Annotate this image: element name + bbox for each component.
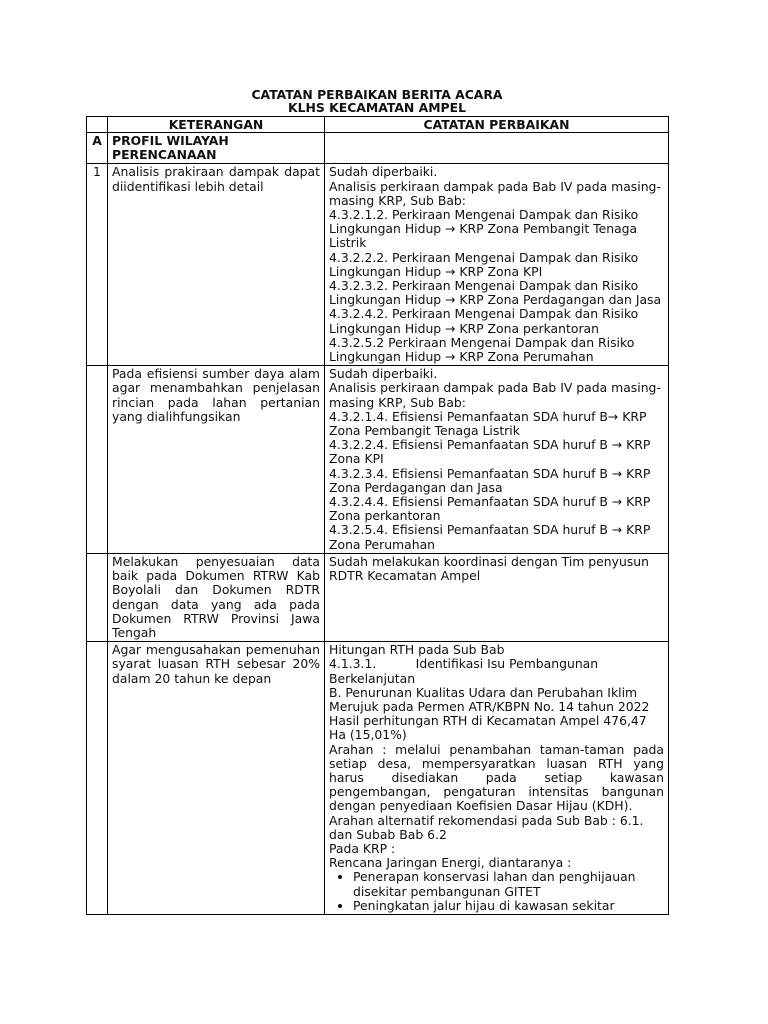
header-catatan: CATATAN PERBAIKAN bbox=[325, 117, 669, 133]
row-keterangan: Agar mengusahakan pemenuhan syarat luasan RTH sebesar 20% dalam 20 tahun ke depan bbox=[108, 642, 325, 915]
table-row bbox=[87, 366, 669, 554]
row-catatan bbox=[325, 366, 669, 554]
catatan-line: Merujuk pada Permen ATR/KBPN No. 14 tahun 2022 bbox=[329, 698, 650, 714]
catatan-arahan: Arahan : melalui penambahan taman-taman pada setiap desa, mempersyaratkan luasan RTH yang harus disediakan pada setiap kawasan pengembangan, pengaturan intensitas bangunan dengan penyediaan Koefisien Dasar Hijau (KDH). bbox=[329, 741, 664, 814]
catatan-line: Analisis perkiraan dampak pada Bab IV pada masing-masing KRP, Sub Bab: bbox=[329, 178, 661, 208]
document-subtitle: KLHS KECAMATAN AMPEL bbox=[288, 100, 466, 115]
catatan-line: 4.3.2.5.2 Perkiraan Mengenai Dampak dan Risiko Lingkungan Hidup → KRP Zona Perumahan bbox=[329, 334, 635, 365]
catatan-line: Rencana Jaringan Energi, diantaranya : bbox=[329, 855, 572, 871]
section-empty-cell bbox=[325, 133, 669, 164]
list-item: • Peningkatan jalur hijau di kawasan sekitar bbox=[353, 899, 664, 913]
table-row bbox=[87, 553, 669, 641]
catatan-line: Sudah diperbaiki. bbox=[329, 366, 438, 382]
catatan-line: 4.3.2.3.2. Perkiraan Mengenai Dampak dan Risiko Lingkungan Hidup → KRP Zona Perdagangan dan Jasa bbox=[329, 278, 662, 308]
row-number: 1 bbox=[87, 164, 108, 366]
document-title: CATATAN PERBAIKAN BERITA ACARA bbox=[251, 87, 503, 102]
catatan-line: 4.3.2.5.4. Efisiensi Pemanfaatan SDA huruf B → KRP Zona Perumahan bbox=[329, 522, 651, 552]
catatan-line: 4.1.3.1. Identifikasi Isu Pembangunan Berkelanjutan bbox=[329, 656, 603, 686]
row-catatan bbox=[325, 164, 669, 366]
catatan-line: Hasil perhitungan RTH di Kecamatan Ampel 476,47 Ha (15,01%) bbox=[329, 713, 647, 743]
table-row bbox=[87, 164, 669, 366]
section-row bbox=[87, 133, 669, 164]
catatan-line: 4.3.2.4.2. Perkiraan Mengenai Dampak dan Risiko Lingkungan Hidup → KRP Zona perkantoran bbox=[329, 306, 639, 336]
catatan-line: 4.3.2.1.2. Perkiraan Mengenai Dampak dan Risiko Lingkungan Hidup → KRP Zona Pembangit Tenaga Listrik bbox=[329, 207, 639, 251]
catatan-line: 4.3.2.2.4. Efisiensi Pemanfaatan SDA huruf B → KRP Zona KPI bbox=[329, 437, 651, 467]
row-keterangan: Analisis prakiraan dampak dapat diidentifikasi lebih detail bbox=[108, 164, 325, 366]
catatan-line: Pada KRP : bbox=[329, 840, 396, 856]
header-number-cell bbox=[87, 117, 108, 133]
row-catatan bbox=[325, 553, 669, 641]
row-catatan bbox=[325, 642, 669, 915]
catatan-line: Sudah melakukan koordinasi dengan Tim penyusun RDTR Kecamatan Ampel bbox=[329, 553, 649, 584]
catatan-line: Analisis perkiraan dampak pada Bab IV pada masing-masing KRP, Sub Bab: bbox=[329, 380, 661, 410]
row-number bbox=[87, 642, 108, 915]
row-keterangan: Melakukan penyesuaian data baik pada Dokumen RTRW Kab Boyolali dan Dokumen RDTR dengan data yang ada pada Dokumen RTRW Provinsi Jawa Tengah bbox=[108, 553, 325, 641]
catatan-line: 4.3.2.3.4. Efisiensi Pemanfaatan SDA huruf B → KRP Zona Perdagangan dan Jasa bbox=[329, 465, 651, 495]
bullet-list bbox=[329, 870, 664, 913]
section-label: PROFIL WILAYAH PERENCANAAN bbox=[108, 133, 325, 164]
section-letter: A bbox=[87, 133, 108, 164]
catatan-line: Hitungan RTH pada Sub Bab bbox=[329, 642, 505, 658]
header-keterangan: KETERANGAN bbox=[108, 117, 325, 133]
catatan-line: 4.3.2.4.4. Efisiensi Pemanfaatan SDA huruf B → KRP Zona perkantoran bbox=[329, 494, 651, 524]
list-item: • Penerapan konservasi lahan dan penghijauan disekitar pembangunan GITET bbox=[353, 870, 664, 898]
table-row bbox=[87, 642, 669, 915]
row-keterangan: Pada efisiensi sumber daya alam agar menambahkan penjelasan rincian pada lahan pertanian yang dialihfungsikan bbox=[108, 366, 325, 554]
catatan-line: B. Penurunan Kualitas Udara dan Perubahan Iklim bbox=[329, 684, 638, 700]
table-header-row bbox=[87, 117, 669, 133]
catatan-line: Arahan alternatif rekomendasi pada Sub Bab : 6.1. dan Subab Bab 6.2 bbox=[329, 812, 644, 842]
catatan-line: 4.3.2.1.4. Efisiensi Pemanfaatan SDA huruf B→ KRP Zona Pembangit Tenaga Listrik bbox=[329, 408, 647, 439]
catatan-line: 4.3.2.2.2. Perkiraan Mengenai Dampak dan Risiko Lingkungan Hidup → KRP Zona KPI bbox=[329, 249, 639, 279]
correction-table bbox=[86, 116, 669, 915]
row-number bbox=[87, 553, 108, 641]
row-number bbox=[87, 366, 108, 554]
catatan-line: Sudah diperbaiki. bbox=[329, 164, 438, 180]
